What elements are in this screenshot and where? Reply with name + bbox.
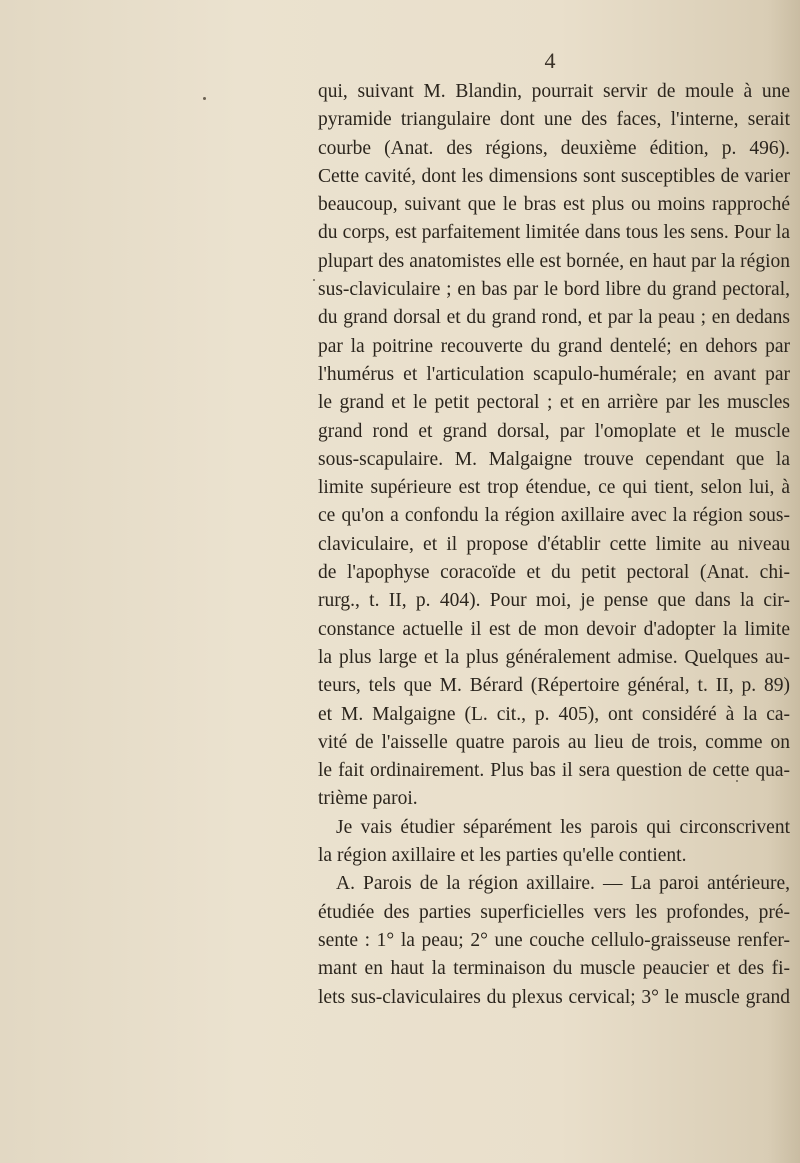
- text-line: Cette cavité, dont les dimensions sont susceptibles de varier: [318, 165, 790, 187]
- text-line: constance actuelle il est de mon devoir d'adopter la limite: [318, 618, 790, 640]
- text-line: beaucoup, suivant que le bras est plus ou moins rapproché: [318, 194, 790, 216]
- text-line: pyramide triangulaire dont une des faces, l'interne, serait: [318, 109, 790, 131]
- text-line: plupart des anatomistes elle est bornée, en haut par la région: [318, 250, 790, 272]
- text-line: A. Parois de la région axillaire. — La paroi antérieure,: [336, 873, 790, 895]
- text-line: du grand dorsal et du grand rond, et par la peau ; en dedans: [318, 307, 790, 329]
- text-line: grand rond et grand dorsal, par l'omoplate et le muscle: [318, 420, 790, 442]
- text-line: limite supérieure est trop étendue, ce qui tient, selon lui, à: [318, 477, 790, 499]
- text-line: la région axillaire et les parties qu'elle contient.: [318, 845, 687, 867]
- text-line: lets sus-claviculaires du plexus cervical; 3° le muscle grand: [318, 986, 790, 1008]
- text-line: de l'apophyse coracoïde et du petit pectoral (Anat. chi-: [318, 562, 790, 584]
- text-line: le grand et le petit pectoral ; et en arrière par les muscles: [318, 392, 790, 414]
- page-number: 4: [544, 48, 556, 73]
- text-line: le fait ordinairement. Plus bas il sera question de cette qua-: [318, 760, 790, 782]
- text-line: vité de l'aisselle quatre parois au lieu de trois, comme on: [318, 731, 790, 753]
- text-line: sous-scapulaire. M. Malgaigne trouve cependant que la: [318, 448, 790, 470]
- text-line: la plus large et la plus généralement admise. Quelques au-: [318, 646, 790, 668]
- text-line: ce qu'on a confondu la région axillaire avec la région sous-: [318, 505, 790, 527]
- body-text: [318, 78, 790, 1012]
- text-line: Je vais étudier séparément les parois qui circonscrivent: [336, 816, 790, 838]
- text-line: sus-claviculaire ; en bas par le bord libre du grand pectoral,: [318, 279, 790, 301]
- text-line: teurs, tels que M. Bérard (Répertoire général, t. II, p. 89): [318, 675, 790, 697]
- paper-speck: [203, 97, 206, 100]
- text-line: par la poitrine recouverte du grand dentelé; en dehors par: [318, 335, 790, 357]
- text-line: claviculaire, et il propose d'établir cette limite au niveau: [318, 533, 790, 555]
- text-line: du corps, est parfaitement limitée dans tous les sens. Pour la: [318, 222, 790, 244]
- text-line: étudiée des parties superficielles vers les profondes, pré-: [318, 901, 790, 923]
- text-line: trième paroi.: [318, 788, 418, 810]
- text-line: mant en haut la terminaison du muscle peaucier et des fi-: [318, 958, 790, 980]
- text-line: rurg., t. II, p. 404). Pour moi, je pense que dans la cir-: [318, 590, 790, 612]
- text-line: sente : 1° la peau; 2° une couche cellulo-graisseuse renfer-: [318, 929, 790, 951]
- text-line: courbe (Anat. des régions, deuxième édition, p. 496).: [318, 137, 790, 159]
- text-line: qui, suivant M. Blandin, pourrait servir de moule à une: [318, 81, 790, 102]
- text-line: l'humérus et l'articulation scapulo-humérale; en avant par: [318, 363, 790, 385]
- text-line: et M. Malgaigne (L. cit., p. 405), ont considéré à la ca-: [318, 703, 790, 725]
- paper-speck: [313, 279, 315, 281]
